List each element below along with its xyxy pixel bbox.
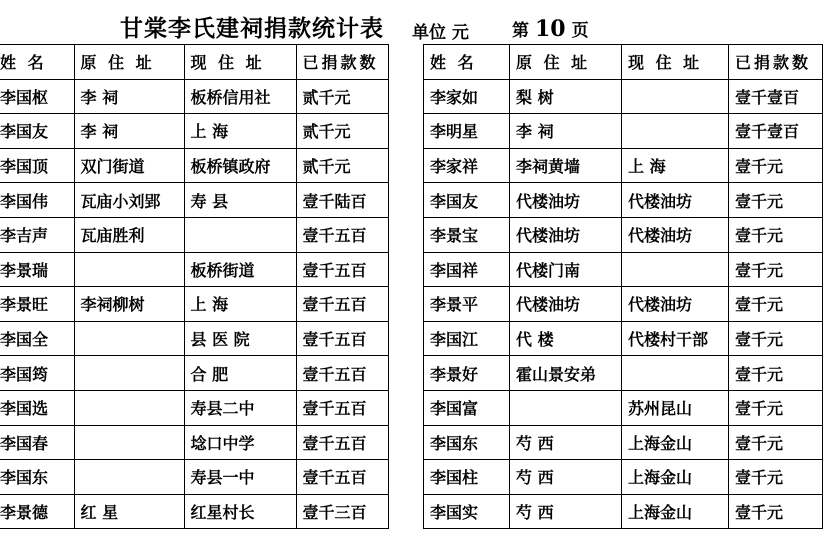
amount-cell: 壹千元 — [729, 425, 823, 460]
amount-cell: 贰千元 — [296, 79, 388, 114]
current-address-cell: 上 海 — [184, 287, 296, 322]
donor-name-cell: 李国实 — [424, 494, 510, 529]
current-address-cell: 代楼村干部 — [622, 321, 729, 356]
table-row — [0, 425, 388, 460]
page-number — [512, 16, 589, 42]
origin-address-cell: 代楼油坊 — [510, 183, 622, 218]
origin-address-cell: 代楼门南 — [510, 252, 622, 287]
donor-name-cell: 李国春 — [0, 425, 74, 460]
current-address-cell: 寿县二中 — [184, 390, 296, 425]
current-address-cell: 红星村长 — [184, 494, 296, 529]
origin-address-cell — [74, 425, 184, 460]
origin-address-cell — [74, 356, 184, 391]
amount-cell: 壹千五百 — [296, 356, 388, 391]
origin-address-cell: 李 祠 — [74, 79, 184, 114]
current-address-cell — [622, 252, 729, 287]
amount-cell: 壹千壹百 — [729, 114, 823, 149]
origin-address-cell — [74, 390, 184, 425]
origin-address-cell: 瓦庙胜利 — [74, 217, 184, 252]
donor-name-cell: 李国东 — [0, 460, 74, 495]
col-header-current: 现 住 址 — [184, 45, 296, 80]
current-address-cell: 板桥镇政府 — [184, 148, 296, 183]
current-address-cell: 县 医 院 — [184, 321, 296, 356]
current-address-cell: 上海金山 — [622, 460, 729, 495]
amount-cell: 壹千三百 — [296, 494, 388, 529]
origin-address-cell: 芍 西 — [510, 460, 622, 495]
table-row — [424, 287, 823, 322]
amount-cell: 壹千五百 — [296, 425, 388, 460]
current-address-cell: 上海金山 — [622, 494, 729, 529]
donor-name-cell: 李家祥 — [424, 148, 510, 183]
donor-name-cell: 李吉声 — [0, 217, 74, 252]
right-donation-table — [423, 44, 823, 529]
current-address-cell: 合 肥 — [184, 356, 296, 391]
amount-cell: 壹千五百 — [296, 252, 388, 287]
left-donation-table — [0, 44, 389, 529]
table-row — [424, 494, 823, 529]
donor-name-cell: 李景平 — [424, 287, 510, 322]
amount-cell: 壹千元 — [729, 252, 823, 287]
origin-address-cell — [510, 390, 622, 425]
col-header-name: 姓 名 — [0, 45, 74, 80]
col-header-amount: 已捐款数 — [729, 45, 823, 80]
donor-name-cell: 李国选 — [0, 390, 74, 425]
amount-cell: 壹千元 — [729, 217, 823, 252]
donor-name-cell: 李国枢 — [0, 79, 74, 114]
amount-cell: 壹千元 — [729, 390, 823, 425]
donor-name-cell: 李景德 — [0, 494, 74, 529]
donor-name-cell: 李国顶 — [0, 148, 74, 183]
col-header-name: 姓 名 — [424, 45, 510, 80]
col-header-origin: 原 住 址 — [74, 45, 184, 80]
table-row — [424, 183, 823, 218]
donor-name-cell: 李国东 — [424, 425, 510, 460]
amount-cell: 壹千壹百 — [729, 79, 823, 114]
amount-cell: 壹千五百 — [296, 460, 388, 495]
table-row — [0, 287, 388, 322]
origin-address-cell: 代楼油坊 — [510, 217, 622, 252]
current-address-cell: 埝口中学 — [184, 425, 296, 460]
table-row — [424, 79, 823, 114]
origin-address-cell: 双门街道 — [74, 148, 184, 183]
donor-name-cell: 李国江 — [424, 321, 510, 356]
current-address-cell: 寿 县 — [184, 183, 296, 218]
table-row — [424, 425, 823, 460]
amount-cell: 壹千五百 — [296, 287, 388, 322]
donor-name-cell: 李景宝 — [424, 217, 510, 252]
title-bar — [0, 8, 825, 42]
current-address-cell: 上 海 — [622, 148, 729, 183]
origin-address-cell: 李 祠 — [74, 114, 184, 149]
current-address-cell: 上海金山 — [622, 425, 729, 460]
table-row — [424, 252, 823, 287]
origin-address-cell: 红 星 — [74, 494, 184, 529]
current-address-cell: 代楼油坊 — [622, 287, 729, 322]
origin-address-cell: 芍 西 — [510, 494, 622, 529]
table-row — [424, 356, 823, 391]
table-row — [0, 356, 388, 391]
current-address-cell — [622, 114, 729, 149]
amount-cell: 壹千元 — [729, 494, 823, 529]
donor-name-cell: 李景好 — [424, 356, 510, 391]
table-row — [0, 79, 388, 114]
table-row — [424, 390, 823, 425]
origin-address-cell: 李祠柳树 — [74, 287, 184, 322]
table-row — [0, 114, 388, 149]
table-row — [0, 390, 388, 425]
donor-name-cell: 李国伟 — [0, 183, 74, 218]
origin-address-cell: 瓦庙小刘郢 — [74, 183, 184, 218]
amount-cell: 壹千元 — [729, 460, 823, 495]
amount-cell: 壹千元 — [729, 183, 823, 218]
origin-address-cell — [74, 460, 184, 495]
donor-name-cell: 李家如 — [424, 79, 510, 114]
origin-address-cell: 代 楼 — [510, 321, 622, 356]
current-address-cell: 板桥信用社 — [184, 79, 296, 114]
table-row — [424, 460, 823, 495]
page-title: 甘棠李氏建祠捐款统计表 — [120, 15, 384, 42]
current-address-cell: 板桥街道 — [184, 252, 296, 287]
amount-cell: 壹千元 — [729, 356, 823, 391]
donor-name-cell: 李国筠 — [0, 356, 74, 391]
current-address-cell: 代楼油坊 — [622, 183, 729, 218]
page-suffix: 页 — [571, 21, 589, 41]
table-row — [0, 494, 388, 529]
col-header-origin: 原 住 址 — [510, 45, 622, 80]
amount-cell: 贰千元 — [296, 114, 388, 149]
table-row — [424, 321, 823, 356]
amount-cell: 壹千元 — [729, 287, 823, 322]
current-address-cell — [622, 356, 729, 391]
origin-address-cell: 李祠黄墙 — [510, 148, 622, 183]
amount-cell: 壹千陆百 — [296, 183, 388, 218]
current-address-cell: 代楼油坊 — [622, 217, 729, 252]
origin-address-cell: 李 祠 — [510, 114, 622, 149]
donor-name-cell: 李国全 — [0, 321, 74, 356]
table-row — [0, 460, 388, 495]
donor-name-cell: 李国友 — [0, 114, 74, 149]
donor-name-cell: 李景旺 — [0, 287, 74, 322]
donor-name-cell: 李国祥 — [424, 252, 510, 287]
current-address-cell: 苏州昆山 — [622, 390, 729, 425]
table-row — [0, 252, 388, 287]
table-row — [0, 217, 388, 252]
col-header-current: 现 住 址 — [622, 45, 729, 80]
origin-address-cell: 梨 树 — [510, 79, 622, 114]
header-row — [424, 45, 823, 80]
col-header-amount: 已捐款数 — [296, 45, 388, 80]
table-row — [424, 217, 823, 252]
amount-cell: 壹千五百 — [296, 390, 388, 425]
table-row — [0, 321, 388, 356]
table-row — [424, 148, 823, 183]
table-row — [424, 114, 823, 149]
table-row — [0, 148, 388, 183]
origin-address-cell — [74, 252, 184, 287]
header-row — [0, 45, 388, 80]
origin-address-cell: 霍山景安弟 — [510, 356, 622, 391]
current-address-cell: 寿县一中 — [184, 460, 296, 495]
amount-cell: 贰千元 — [296, 148, 388, 183]
page-number-value: 10 — [535, 16, 566, 42]
donor-name-cell: 李国富 — [424, 390, 510, 425]
unit-label: 单位 元 — [412, 23, 469, 43]
current-address-cell: 上 海 — [184, 114, 296, 149]
donor-name-cell: 李景瑞 — [0, 252, 74, 287]
origin-address-cell: 芍 西 — [510, 425, 622, 460]
amount-cell: 壹千元 — [729, 148, 823, 183]
donor-name-cell: 李明星 — [424, 114, 510, 149]
donor-name-cell: 李国柱 — [424, 460, 510, 495]
page-prefix: 第 — [512, 21, 529, 41]
current-address-cell — [184, 217, 296, 252]
table-row — [0, 183, 388, 218]
donor-name-cell: 李国友 — [424, 183, 510, 218]
amount-cell: 壹千元 — [729, 321, 823, 356]
amount-cell: 壹千五百 — [296, 217, 388, 252]
amount-cell: 壹千五百 — [296, 321, 388, 356]
origin-address-cell — [74, 321, 184, 356]
current-address-cell — [622, 79, 729, 114]
origin-address-cell: 代楼油坊 — [510, 287, 622, 322]
